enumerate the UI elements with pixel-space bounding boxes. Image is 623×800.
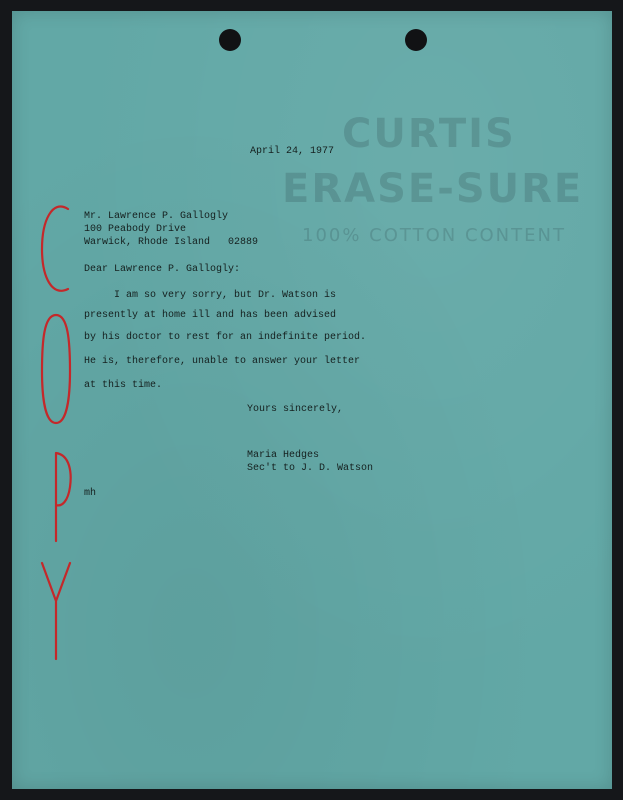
- watermark-line-2: ERASE-SURE: [282, 166, 584, 212]
- copy-stamp-letter-p: [56, 453, 71, 541]
- signature-name: Maria Hedges: [247, 450, 320, 461]
- recipient-name: Mr. Lawrence P. Gallogly: [84, 211, 229, 222]
- copy-stamp-letter-y: [42, 563, 70, 659]
- watermark-line-1: CURTIS: [342, 111, 516, 157]
- copy-stamp-letter-o: [42, 315, 70, 423]
- recipient-street: 100 Peabody Drive: [84, 224, 187, 235]
- copy-stamp-letter-c: [42, 207, 68, 291]
- watermark-line-3: 100% COTTON CONTENT: [302, 225, 566, 246]
- body-line-4: He is, therefore, unable to answer your letter: [84, 356, 361, 367]
- letter-page: [12, 11, 612, 789]
- typist-initials: mh: [84, 488, 97, 499]
- punch-hole-left: [219, 29, 241, 51]
- body-line-3: by his doctor to rest for an indefinite period.: [84, 332, 367, 343]
- body-line-5: at this time.: [84, 380, 163, 391]
- recipient-city-state-zip: Warwick, Rhode Island 02889: [84, 237, 259, 248]
- salutation: Dear Lawrence P. Gallogly:: [84, 264, 241, 275]
- letter-date: April 24, 1977: [250, 146, 335, 157]
- punch-hole-right: [405, 29, 427, 51]
- signature-title: Sec't to J. D. Watson: [247, 463, 374, 474]
- body-line-2: presently at home ill and has been advised: [84, 310, 337, 321]
- body-line-1: I am so very sorry, but Dr. Watson is: [114, 290, 337, 301]
- copy-stamp: [36, 201, 76, 661]
- closing: Yours sincerely,: [247, 404, 344, 415]
